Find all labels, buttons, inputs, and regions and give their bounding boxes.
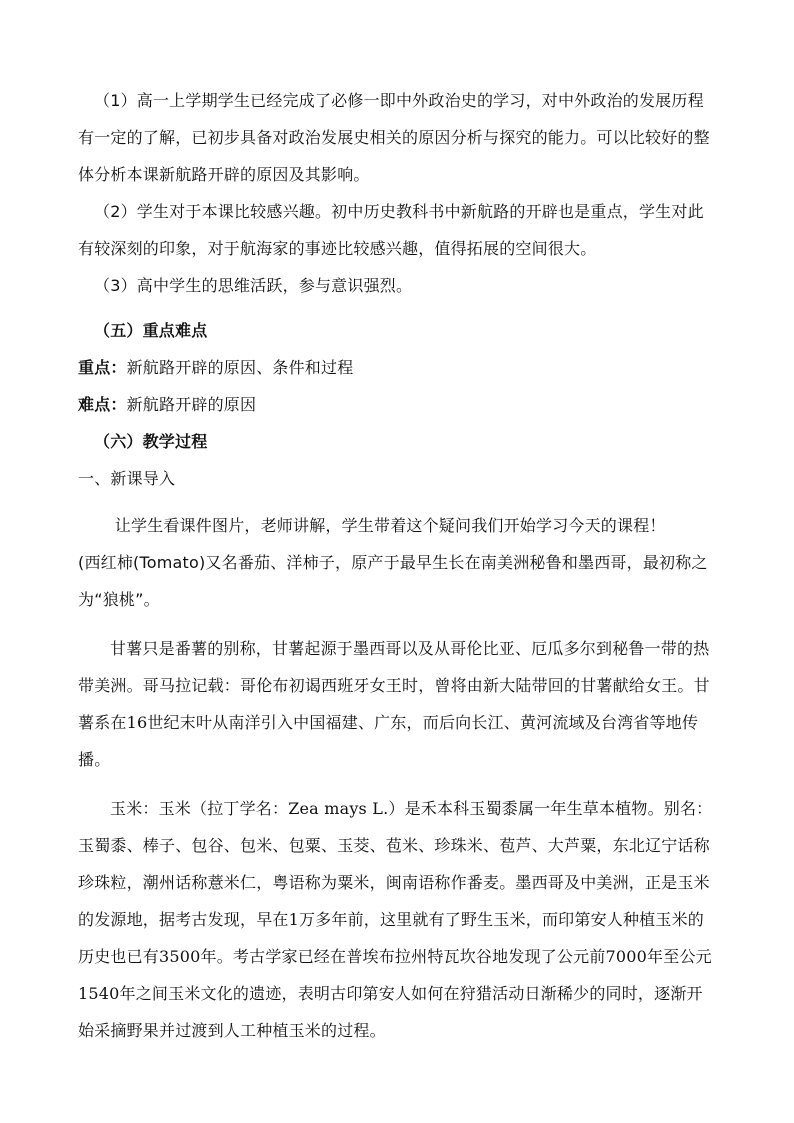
document-page	[78, 82, 718, 1049]
section-title-key-points: （五）重点难点	[94, 321, 208, 340]
tomato-paragraph: (西红柿(Tomato)又名番茄、洋柿子，原产于最早生长在南美洲秘鲁和墨西哥，最初称之为“狼桃”。	[78, 553, 708, 609]
paragraph-student-analysis-2: （2）学生对于本课比较感兴趣。初中历史教科书中新航路的开辟也是重点，学生对此有较深刻的印象，对于航海家的事迹比较感兴趣，值得拓展的空间很大。	[78, 202, 704, 258]
difficult-point-label: 难点：	[78, 395, 127, 414]
difficult-point-line	[78, 386, 718, 423]
key-point-label: 重点：	[78, 358, 127, 377]
key-point-text: 新航路开辟的原因、条件和过程	[126, 358, 354, 377]
sweet-potato-paragraph: 甘薯只是番薯的别称，甘薯起源于墨西哥以及从哥伦比亚、厄瓜多尔到秘鲁一带的热带美洲。哥马拉记载：哥伦布初谒西班牙女王时，曾将由新大陆带回的甘薯献给女王。甘薯系在16世纪末叶从南洋引入中国福建、广东，而后向长江、黄河流域及台湾省等地传播。	[78, 639, 710, 769]
paragraph-student-analysis-1: （1）高一上学期学生已经完成了必修一即中外政治史的学习，对中外政治的发展历程有一定的了解，已初步具备对政治发展史相关的原因分析与探究的能力。可以比较好的整体分析本课新航路开辟的原因及其影响。	[78, 91, 710, 184]
intro-paragraph: 让学生看课件图片，老师讲解，学生带着这个疑问我们开始学习今天的课程！	[114, 516, 666, 535]
corn-paragraph: 玉米：玉米（拉丁学名：Zea mays L.）是禾本科玉蜀黍属一年生草本植物。别名：玉蜀黍、棒子、包谷、包米、包粟、玉茭、苞米、珍珠米、苞芦、大芦粟，东北辽宁话称珍珠粒，潮州话称薏米仁，粤语称为粟米，闽南语称作番麦。墨西哥及中美洲，正是玉米的发源地，据考古发现，早在1万多年前，这里就有了野生玉米，而印第安人种植玉米的历史也已有3500年。考古学家已经在普埃布拉州特瓦坎谷地发现了公元前7000年至公元1540年之间玉米文化的遗迹，表明古印第安人如何在狩猎活动日渐稀少的同时，逐渐开始采摘野果并过渡到人工种植玉米的过程。	[78, 799, 713, 1040]
step-title-new-lesson-intro: 一、新课导入	[78, 469, 176, 488]
paragraph-student-analysis-3: （3）高中学生的思维活跃，参与意识强烈。	[94, 276, 413, 295]
section-title-teaching-process: （六）教学过程	[94, 432, 208, 451]
key-point-line	[78, 349, 718, 386]
difficult-point-text: 新航路开辟的原因	[126, 395, 257, 414]
